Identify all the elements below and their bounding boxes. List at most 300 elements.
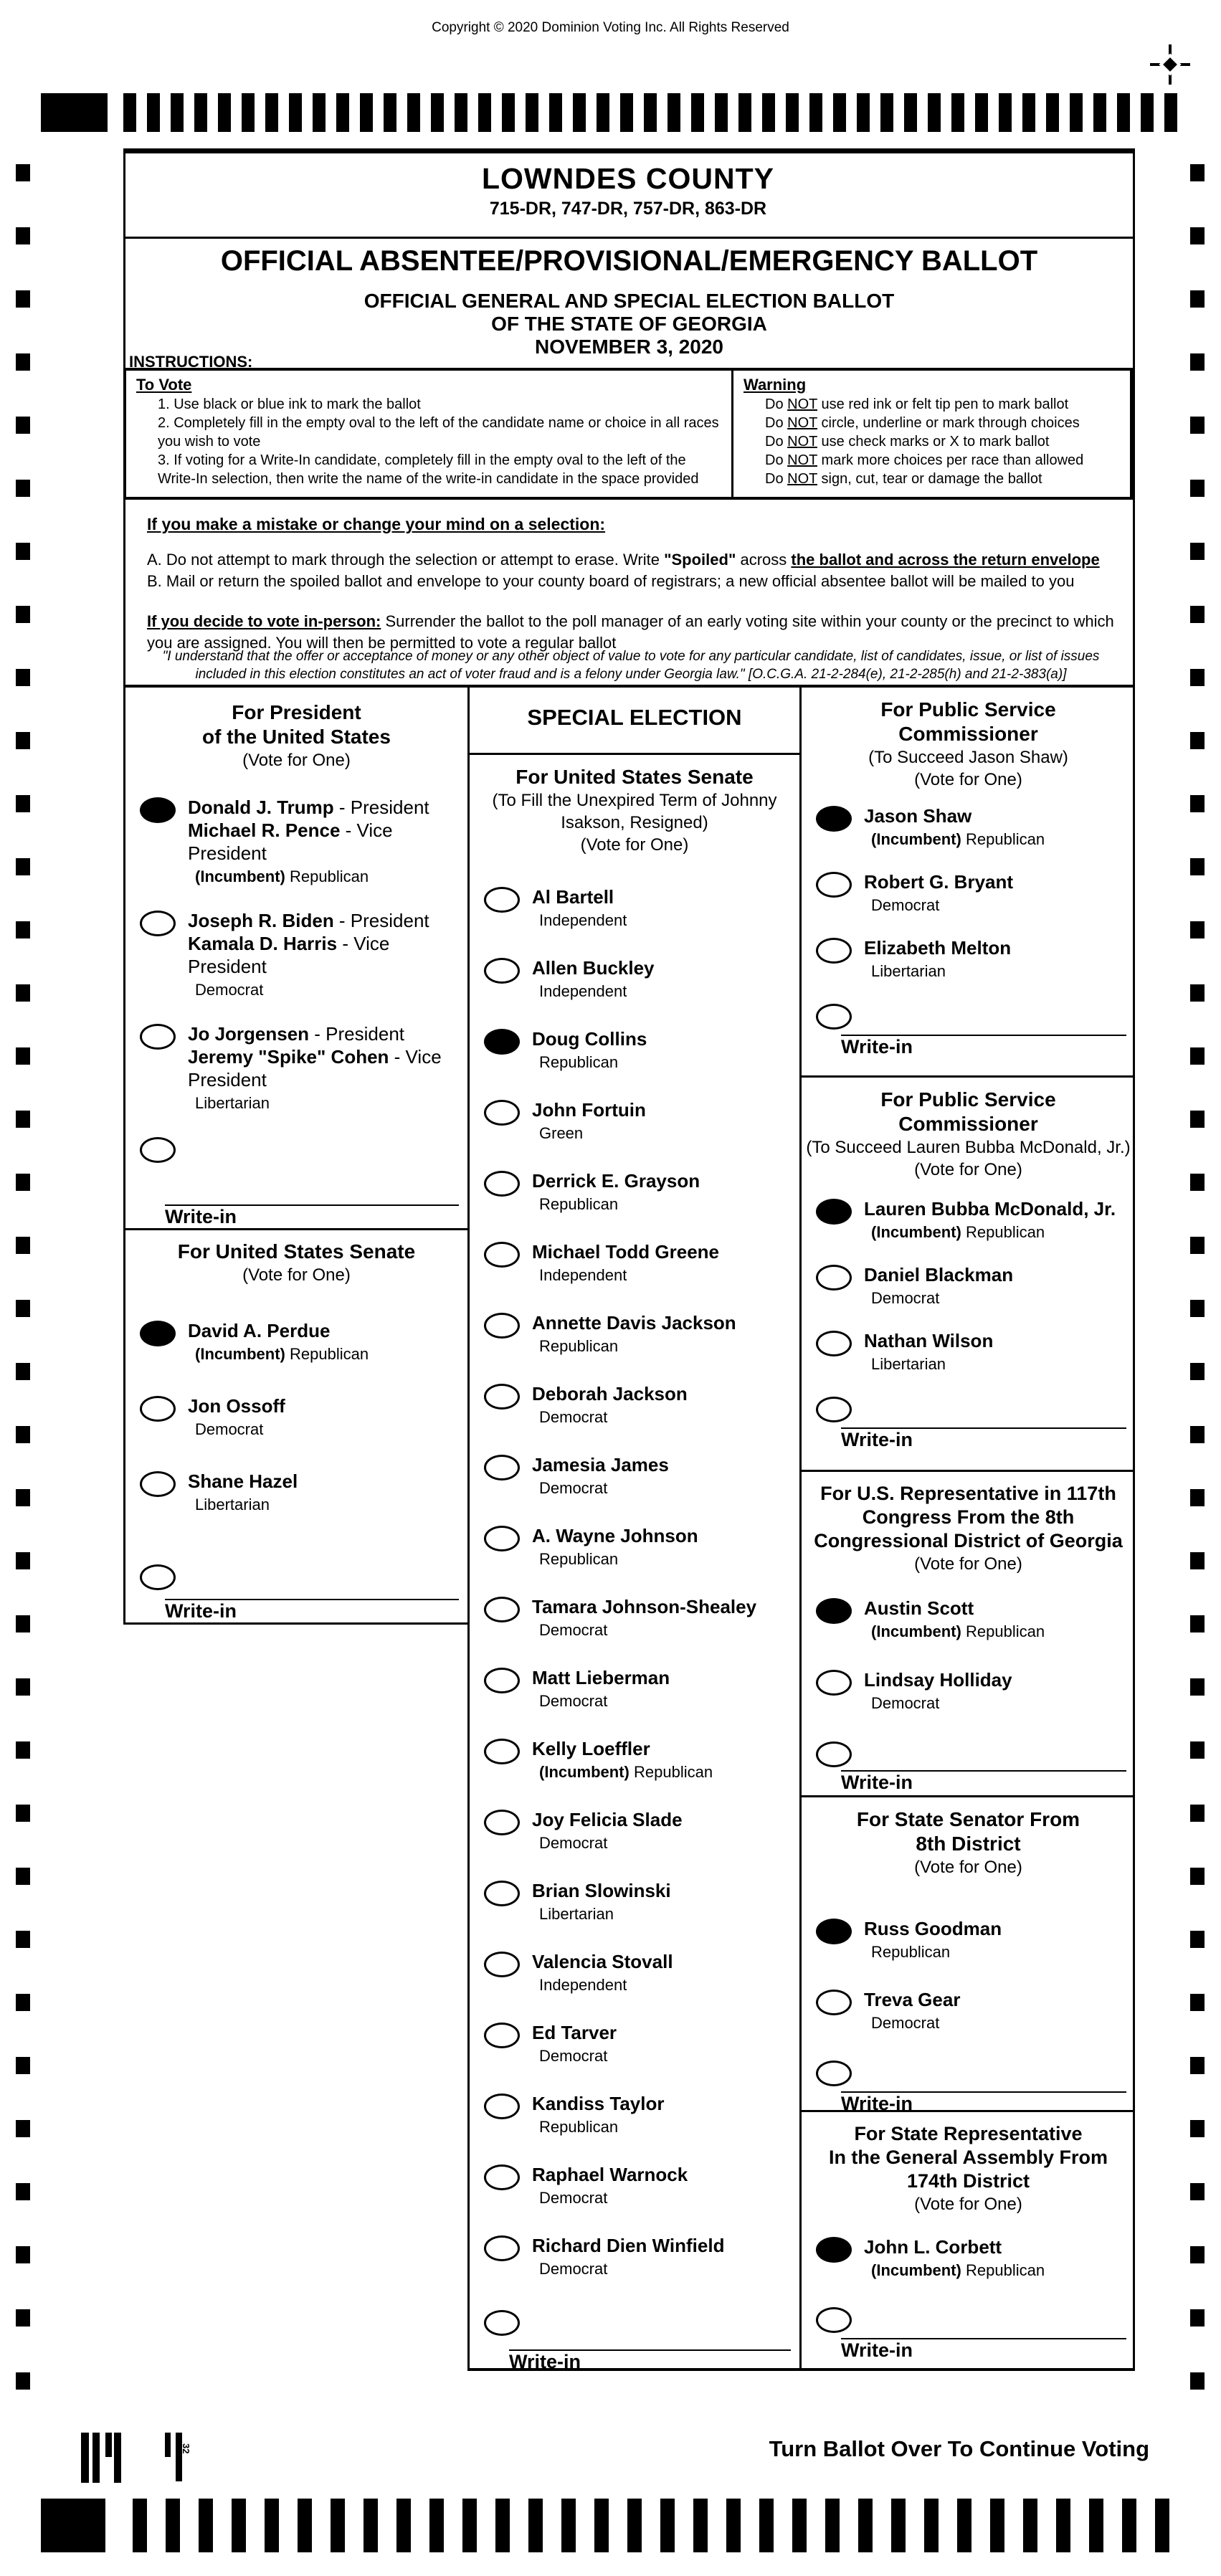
- candidate-row: [802, 1197, 1135, 1263]
- candidate-row: [125, 1022, 467, 1136]
- candidate-oval[interactable]: [816, 806, 852, 832]
- candidate-oval[interactable]: [816, 2061, 852, 2086]
- county-name: LOWNDES COUNTY: [481, 162, 775, 195]
- to-vote-box: [126, 371, 733, 497]
- party-label: Republican: [539, 1550, 619, 1568]
- candidate-oval[interactable]: [484, 1455, 520, 1481]
- candidate-text: [864, 1917, 1002, 1963]
- candidate-name: David A. Perdue: [188, 1320, 331, 1341]
- election-title-line2: OF THE STATE OF GEORGIA: [491, 313, 767, 335]
- timing-mark: [396, 2499, 411, 2552]
- timing-mark: [1190, 353, 1205, 371]
- candidate-row: [802, 870, 1135, 936]
- candidate-oval[interactable]: [816, 872, 852, 898]
- candidate-oval[interactable]: [140, 797, 176, 823]
- timing-mark: [16, 2246, 30, 2263]
- timing-mark: [1190, 2309, 1205, 2327]
- candidate-oval[interactable]: [816, 1741, 852, 1767]
- timing-mark: [858, 2499, 873, 2552]
- candidate-name: Joseph R. Biden: [188, 910, 334, 931]
- candidate-name: Michael R. Pence: [188, 819, 341, 841]
- candidate-oval[interactable]: [484, 1739, 520, 1764]
- party-label: (Incumbent) Republican: [195, 1345, 369, 1363]
- candidate-row: [125, 1319, 467, 1394]
- timing-mark: [166, 2499, 180, 2552]
- candidate-text: [864, 804, 1045, 850]
- timing-mark: [594, 2499, 609, 2552]
- timing-mark: [147, 93, 160, 132]
- candidate-oval[interactable]: [484, 887, 520, 913]
- timing-mark: [1190, 1741, 1205, 1759]
- candidate-row: [125, 1394, 467, 1470]
- timing-mark: [16, 984, 30, 1002]
- timing-mark: [502, 93, 515, 132]
- candidate-oval[interactable]: [816, 1199, 852, 1225]
- election-title-line1: OFFICIAL GENERAL AND SPECIAL ELECTION BALLOT: [364, 290, 895, 312]
- voter-fraud-oath: "I understand that the offer or acceptance of money or any other object of value to vote for any particular candidate, list of candidates, issue, or list of issues included in this election constitutes an act of voter fraud and is a felony under Georgia law." [O.C.G.A. 21-2-284(e), 21-2-285(h) and 21-2-383(a)]: [162, 649, 1100, 682]
- party-label: Democrat: [539, 2047, 608, 2065]
- candidate-oval[interactable]: [140, 1024, 176, 1050]
- timing-mark: [1190, 290, 1205, 308]
- candidate-oval[interactable]: [816, 1990, 852, 2015]
- party-label: Democrat: [539, 1408, 608, 1426]
- candidate-oval[interactable]: [816, 1004, 852, 1030]
- candidate-text: [532, 1169, 700, 1215]
- timing-mark: [825, 2499, 840, 2552]
- instructions-box: [123, 368, 1133, 500]
- timing-mark: [16, 2309, 30, 2327]
- write-in-block: [125, 1599, 467, 1622]
- write-in-label: Write-in: [841, 1036, 913, 1058]
- candidate-row: [125, 1545, 467, 1599]
- contest-header: [125, 688, 467, 771]
- warning-item: Do NOT use check marks or X to mark ballot: [765, 434, 1050, 450]
- timing-mark: [265, 2499, 279, 2552]
- timing-mark: [561, 2499, 576, 2552]
- candidate-oval[interactable]: [140, 1471, 176, 1497]
- timing-mark: [1022, 93, 1035, 132]
- contest-title: For Public Service: [880, 1088, 1056, 1111]
- contest-subtitle: (To Fill the Unexpired Term of Johnny: [492, 791, 777, 810]
- candidate-oval[interactable]: [140, 1321, 176, 1346]
- column-right: [802, 688, 1135, 2363]
- candidate-oval[interactable]: [816, 2237, 852, 2263]
- contest-us-senate: [125, 1228, 467, 1622]
- candidate-text: [532, 1737, 713, 1783]
- timing-mark: [792, 2499, 807, 2552]
- party-label: Republican: [539, 1337, 619, 1355]
- warning-box: [733, 371, 1130, 497]
- candidate-row: [125, 1470, 467, 1545]
- timing-mark: [573, 93, 586, 132]
- timing-mark: [715, 93, 728, 132]
- party-label: (Incumbent) Republican: [871, 1223, 1045, 1241]
- party-label: (Incumbent) Republican: [195, 868, 369, 885]
- candidate-row: [470, 1169, 799, 1240]
- candidate-text: [532, 2021, 617, 2067]
- candidate-row: [470, 885, 799, 956]
- candidate-name: Russ Goodman: [864, 1918, 1002, 1939]
- candidate-oval[interactable]: [484, 1384, 520, 1410]
- timing-mark: [1190, 164, 1205, 181]
- contest-title: Commissioner: [898, 723, 1038, 745]
- write-in-block: [802, 1427, 1135, 1451]
- timing-mark: [16, 480, 30, 497]
- contest-title: 8th District: [916, 1833, 1021, 1855]
- timing-mark: [16, 2183, 30, 2200]
- timing-mark: [1190, 732, 1205, 749]
- party-label: Democrat: [539, 2189, 608, 2207]
- candidate-name: Matt Lieberman: [532, 1667, 670, 1688]
- party-label: Democrat: [195, 981, 264, 999]
- candidate-name: A. Wayne Johnson: [532, 1525, 698, 1546]
- write-in-label: Write-in: [841, 2093, 913, 2112]
- timing-mark: [809, 93, 822, 132]
- contest-title: Congressional District of Georgia: [814, 1530, 1123, 1551]
- candidate-oval[interactable]: [484, 2093, 520, 2119]
- timing-mark: [407, 93, 420, 132]
- candidate-row: [470, 2021, 799, 2092]
- timing-mark: [1190, 1552, 1205, 1569]
- contest-header: [802, 688, 1135, 791]
- timing-mark: [1190, 227, 1205, 244]
- candidate-row: [470, 1950, 799, 2021]
- contest-title: Congress From the 8th: [862, 1506, 1075, 1528]
- timing-mark: [16, 1363, 30, 1380]
- candidate-name: Al Bartell: [532, 886, 614, 908]
- timing-mark: [904, 93, 917, 132]
- candidate-text: [532, 2234, 724, 2280]
- timing-mark: [16, 1111, 30, 1128]
- timing-mark: [16, 1489, 30, 1506]
- candidate-row: [470, 956, 799, 1027]
- timing-mark: [528, 2499, 543, 2552]
- timing-mark: [16, 2120, 30, 2137]
- timing-mark: [1190, 1994, 1205, 2011]
- timing-mark: [1190, 1237, 1205, 1254]
- candidate-row: [802, 2059, 1135, 2091]
- candidate-oval[interactable]: [484, 1668, 520, 1693]
- candidate-row: [802, 2235, 1135, 2306]
- candidate-name: Jamesia James: [532, 1454, 669, 1475]
- candidate-text: [532, 1666, 670, 1712]
- timing-mark: [1190, 1805, 1205, 1822]
- candidate-text: [532, 1098, 646, 1144]
- timing-mark: [1190, 858, 1205, 875]
- candidate-oval[interactable]: [484, 2235, 520, 2261]
- timing-mark: [1190, 1363, 1205, 1380]
- candidate-oval[interactable]: [816, 1598, 852, 1624]
- ballot-id-mark: [92, 2433, 100, 2483]
- candidate-oval[interactable]: [816, 1331, 852, 1356]
- party-label: Democrat: [871, 2014, 940, 2032]
- candidate-oval[interactable]: [484, 1952, 520, 1977]
- candidate-oval[interactable]: [484, 1029, 520, 1055]
- timing-mark: [16, 1047, 30, 1065]
- candidate-text: [532, 1808, 683, 1854]
- candidate-oval[interactable]: [484, 1881, 520, 1906]
- registration-crosshair-icon: [1150, 44, 1190, 85]
- candidate-row: [470, 1027, 799, 1098]
- timing-mark: [455, 93, 467, 132]
- candidate-oval[interactable]: [484, 1810, 520, 1835]
- mistake-line-a: A. Do not attempt to mark through the selection or attempt to erase. Write "Spoiled" across the ballot and across the return envelope: [147, 551, 1100, 569]
- candidate-text: [864, 1395, 871, 1397]
- candidate-name: Joy Felicia Slade: [532, 1809, 683, 1830]
- candidate-row: [802, 1395, 1135, 1427]
- timing-mark: [1190, 543, 1205, 560]
- candidate-text: [188, 1136, 195, 1137]
- vote-for-label: (Vote for One): [580, 835, 689, 855]
- party-label: Republican: [539, 1053, 619, 1071]
- candidate-oval[interactable]: [816, 938, 852, 964]
- timing-mark: [16, 164, 30, 181]
- candidate-name: Daniel Blackman: [864, 1264, 1014, 1285]
- timing-mark: [1190, 795, 1205, 812]
- party-label: Independent: [539, 1266, 627, 1284]
- column-left: [125, 688, 467, 1622]
- candidate-oval[interactable]: [484, 958, 520, 984]
- timing-mark: [1190, 2372, 1205, 2390]
- timing-mark: [265, 93, 278, 132]
- timing-mark: [242, 93, 255, 132]
- candidate-text: [188, 1563, 195, 1564]
- mistake-instructions: [147, 513, 1129, 654]
- timing-mark: [726, 2499, 741, 2552]
- candidate-name: Richard Dien Winfield: [532, 2235, 725, 2256]
- timing-mark: [1141, 93, 1154, 132]
- inperson-heading: If you decide to vote in-person:: [147, 612, 381, 630]
- candidate-row: [470, 1595, 799, 1666]
- candidate-text: [864, 2059, 871, 2061]
- candidate-list: [802, 1917, 1135, 2091]
- timing-mark: [1070, 93, 1083, 132]
- timing-marks-left: [16, 164, 30, 2390]
- candidate-name: Lauren Bubba McDonald, Jr.: [864, 1198, 1116, 1220]
- contest-header: [470, 755, 799, 856]
- contest-state-senate: [802, 1797, 1135, 2112]
- candidate-list: [125, 1319, 467, 1599]
- timing-mark: [1190, 669, 1205, 686]
- candidate-row: [470, 1666, 799, 1737]
- candidate-text: [864, 1329, 993, 1375]
- candidate-oval[interactable]: [484, 1313, 520, 1339]
- timing-mark: [891, 2499, 906, 2552]
- timing-mark: [16, 795, 30, 812]
- timing-mark: [786, 93, 799, 132]
- candidate-name: Jeremy "Spike" Cohen: [188, 1046, 389, 1068]
- candidate-oval[interactable]: [140, 1396, 176, 1422]
- timing-mark: [313, 93, 326, 132]
- vote-for-label: (Vote for One): [914, 1858, 1022, 1877]
- party-label: (Incumbent) Republican: [871, 1622, 1045, 1640]
- candidate-row: [802, 1263, 1135, 1329]
- contest-header: [125, 1228, 467, 1286]
- candidate-text: [532, 1027, 647, 1073]
- candidate-oval[interactable]: [484, 1597, 520, 1622]
- warning-item: Do NOT circle, underline or mark through choices: [765, 415, 1080, 431]
- timing-mark: [924, 2499, 939, 2552]
- timing-mark: [194, 93, 207, 132]
- write-in-label: Write-in: [509, 2351, 581, 2372]
- candidate-oval[interactable]: [816, 1919, 852, 1944]
- candidate-row: [470, 1453, 799, 1524]
- candidate-row: [802, 936, 1135, 1002]
- candidate-row: [470, 1737, 799, 1808]
- timing-mark: [660, 2499, 675, 2552]
- timing-mark: [336, 93, 349, 132]
- candidate-text: [864, 1263, 1013, 1309]
- timing-mark: [123, 93, 136, 132]
- candidate-text: [532, 2163, 688, 2209]
- timing-mark: [16, 1174, 30, 1191]
- timing-mark: [16, 1868, 30, 1885]
- candidate-row: [802, 2306, 1135, 2338]
- to-vote-item: 3. If voting for a Write-In candidate, completely fill in the empty oval to the left of the Write-In selection, then write the name of the write-in candidate in the space provided: [158, 452, 699, 487]
- contest-special-senate: [470, 755, 799, 2373]
- mistake-line-b: B. Mail or return the spoiled ballot and envelope to your county board of registrars; a new official absentee ballot will be mailed to you: [147, 572, 1075, 590]
- candidate-text: [532, 2309, 539, 2310]
- vote-for-label: (Vote for One): [914, 1160, 1022, 1179]
- timing-mark: [478, 93, 491, 132]
- candidate-row: [802, 1917, 1135, 1988]
- timing-mark: [1046, 93, 1059, 132]
- ballot-id-mark: [81, 2433, 89, 2483]
- election-date: NOVEMBER 3, 2020: [535, 336, 723, 358]
- candidate-name: Jo Jorgensen: [188, 1023, 310, 1045]
- candidate-oval[interactable]: [484, 2164, 520, 2190]
- candidate-oval[interactable]: [140, 1564, 176, 1590]
- contest-president: [125, 688, 467, 1228]
- candidate-name: John L. Corbett: [864, 2236, 1002, 2258]
- timing-mark: [16, 606, 30, 623]
- timing-mark: [1056, 2499, 1070, 2552]
- turn-ballot-over-label: Turn Ballot Over To Continue Voting: [769, 2436, 1149, 2461]
- candidate-oval[interactable]: [816, 2307, 852, 2333]
- warning-title: Warning: [743, 376, 807, 394]
- candidate-text: [864, 1988, 960, 2034]
- timing-mark: [218, 93, 231, 132]
- candidate-oval[interactable]: [484, 1100, 520, 1126]
- candidate-text: [864, 1740, 871, 1741]
- candidate-text: Jo Jorgensen - President Jeremy "Spike" Cohen - Vice President Libertarian: [188, 1022, 467, 1114]
- party-label: Democrat: [871, 896, 940, 914]
- candidate-list: [470, 885, 799, 2349]
- candidate-text: [532, 2092, 664, 2138]
- candidate-text: [188, 1470, 298, 1516]
- timing-mark: [857, 93, 870, 132]
- contest-title: For President: [232, 701, 361, 723]
- timing-mark: [16, 1678, 30, 1696]
- candidate-text: [532, 1524, 698, 1570]
- timing-marks-top: [123, 93, 1177, 132]
- timing-mark: [627, 2499, 642, 2552]
- candidate-oval[interactable]: [816, 1265, 852, 1291]
- inperson-text: Surrender the ballot to the poll manager of an early voting site within your county or the precinct to which you are assigned. You will then be permitted to vote a regular ballot: [147, 612, 1114, 652]
- plus-mark-icon: [54, 2506, 57, 2519]
- ballot-id-mark: [176, 2433, 182, 2481]
- party-label: Libertarian: [871, 962, 946, 980]
- contest-subtitle: Isakson, Resigned): [561, 813, 708, 832]
- timing-mark: [360, 93, 373, 132]
- candidate-name: John Fortuin: [532, 1099, 646, 1121]
- candidate-text: [864, 936, 1011, 982]
- to-vote-item: 2. Completely fill in the empty oval to the left of the candidate name or choice in all races you wish to vote: [158, 415, 719, 450]
- candidate-oval[interactable]: [816, 1670, 852, 1696]
- write-in-block: [125, 1204, 467, 1228]
- timing-mark: [431, 93, 444, 132]
- party-label: (Incumbent) Republican: [871, 830, 1045, 848]
- timing-mark: [1190, 2183, 1205, 2200]
- write-in-block: [802, 2091, 1135, 2112]
- timing-mark: [1190, 984, 1205, 1002]
- timing-mark: [16, 1552, 30, 1569]
- candidate-text: [532, 1311, 736, 1357]
- party-label: Independent: [539, 982, 627, 1000]
- timing-mark: [1122, 2499, 1136, 2552]
- warning-item: Do NOT sign, cut, tear or damage the ballot: [765, 471, 1042, 487]
- timing-mark: [738, 93, 751, 132]
- candidate-oval[interactable]: [816, 1397, 852, 1422]
- write-in-label: Write-in: [165, 1600, 237, 1622]
- party-label: Democrat: [539, 2260, 608, 2278]
- candidate-text: [532, 1950, 673, 1996]
- timing-mark: [16, 1426, 30, 1443]
- candidate-text: [532, 1595, 756, 1641]
- timing-mark: [990, 2499, 1004, 2552]
- candidate-oval[interactable]: [484, 1242, 520, 1268]
- timing-mark: [1190, 1111, 1205, 1128]
- contest-subtitle: (To Succeed Lauren Bubba McDonald, Jr.): [806, 1138, 1131, 1157]
- party-label: Democrat: [539, 1692, 608, 1710]
- timing-mark: [1190, 480, 1205, 497]
- timing-mark: [16, 732, 30, 749]
- candidate-oval[interactable]: [484, 1171, 520, 1197]
- timing-mark: [693, 2499, 708, 2552]
- party-label: Independent: [539, 1976, 627, 1994]
- timing-mark: [16, 417, 30, 434]
- timing-mark: [975, 93, 988, 132]
- party-label: Republican: [539, 2118, 619, 2136]
- write-in-label: Write-in: [841, 2339, 913, 2361]
- candidate-oval[interactable]: [484, 2023, 520, 2048]
- timing-mark: [331, 2499, 345, 2552]
- party-label: Green: [539, 1124, 584, 1142]
- timing-mark: [495, 2499, 510, 2552]
- candidate-oval[interactable]: [140, 1137, 176, 1163]
- candidate-row: [802, 804, 1135, 870]
- timing-mark: [133, 2499, 147, 2552]
- candidate-text: [532, 1879, 671, 1925]
- candidate-name: Elizabeth Melton: [864, 937, 1012, 959]
- candidate-oval[interactable]: [484, 1526, 520, 1551]
- contest-subtitle: (To Succeed Jason Shaw): [868, 748, 1068, 767]
- candidate-row: [470, 1808, 799, 1879]
- timing-mark: [41, 2499, 105, 2552]
- write-in-block: [470, 2349, 799, 2373]
- candidate-text: [864, 2306, 871, 2307]
- vote-for-label: (Vote for One): [914, 770, 1022, 789]
- vote-for-label: (Vote for One): [242, 1265, 351, 1285]
- candidate-text: [864, 2235, 1045, 2281]
- contest-psc-shaw: [802, 688, 1135, 1078]
- candidate-oval[interactable]: [140, 911, 176, 936]
- candidate-oval[interactable]: [484, 2310, 520, 2336]
- contest-title: Commissioner: [898, 1113, 1038, 1135]
- party-label: Libertarian: [195, 1496, 270, 1513]
- timing-mark: [1190, 1489, 1205, 1506]
- candidate-name: Jon Ossoff: [188, 1395, 285, 1417]
